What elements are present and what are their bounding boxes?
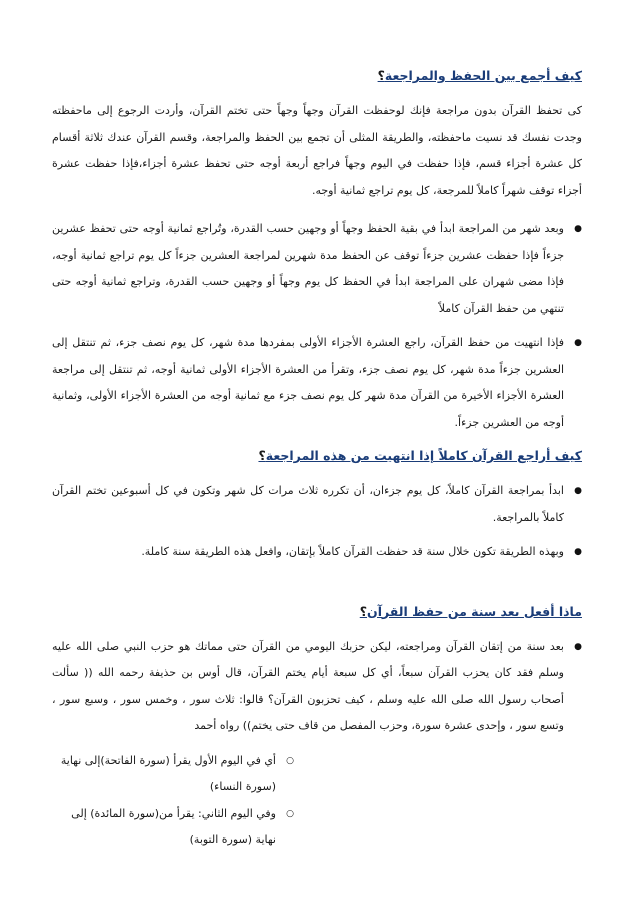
bullet-list bbox=[52, 478, 582, 566]
section-heading-combine-memorize-review bbox=[52, 66, 582, 86]
bullet-list bbox=[52, 216, 582, 436]
list-item bbox=[52, 634, 582, 854]
document-content bbox=[52, 66, 582, 862]
sub-list bbox=[52, 748, 564, 854]
question-mark: ؟ bbox=[258, 448, 266, 463]
intro-paragraph: كى تحفظ القرآن بدون مراجعة فإنك لوحفظت القرآن وجهاً وجهاً حتى تختم القرآن، وأردت الرجوع إلى ماحفظته وجدت نفسك قد نسيت ماحفظته، والطريقة المثلى أن تجمع بين الحفظ والمراجعة، وقسم القرآن عندك ثلاثة أقسام كل عشرة أجزاء قسم، فإذا حفظت في اليوم وجهاً فراجع أربعة أوجه حتى تحفظ عشرة أجزاء،فإذا حفظت عشرة أجزاء توقف شهراً كاملاً للمرجعة، كل يوم تراجع ثمانية أوجه. bbox=[52, 104, 582, 197]
heading-text: كيف أجمع بين الحفظ والمراجعة bbox=[384, 68, 582, 83]
question-mark: ؟ bbox=[377, 68, 385, 83]
sub-list-item: ○ أي في اليوم الأول يقرأ (سورة الفاتحة)إلى نهاية (سورة النساء) bbox=[52, 748, 294, 801]
question-mark: ؟ bbox=[359, 603, 368, 619]
list-item-text: بعد سنة من إتقان القرآن ومراجعته، ليكن حزبك اليومي من القرآن حتى مماتك هو حزب النبي صلى الله عليه وسلم فقد كان يحزب القرآن سبعاً، أي كل سبعة أيام يختم القرآن، قال أوس بن حذيفة رحمه الله (( سألت أصحاب رسول الله صلى الله عليه وسلم ، كيف تحزبون القرآن؟ قالوا: ثلاث سور ، وخمس سور ، وسبع سور ، وتسع سور ، وإحدى عشرة سورة، وحزب المفصل من قاف حتى يختم)) رواه أحمد bbox=[52, 639, 564, 732]
list-item: ● وبهذه الطريقة تكون خلال سنة قد حفظت القرآن كاملاً بإتقان، وافعل هذه الطريقة سنة كاملة. bbox=[52, 539, 582, 566]
section-heading-after-one-year bbox=[52, 602, 582, 622]
list-item: ● وبعد شهر من المراجعة ابدأ في بقية الحفظ وجهاً أو وجهين حسب القدرة، وتُراجع ثمانية أوجه حتى تحفظ عشرين جزءاً فإذا حفظت عشرين جزءاً توقف عن الحفظ مدة شهرين لمراجعة العشرين جزءاً كل يوم تراجع ثمانية أوجه، فإذا مضى شهران على المراجعة ابدأ في الحفظ كل يوم وجهاً أو وجهين حسب القدرة، وتراجع ثمانية أوجه حتى تنتهي من حفظ القرآن كاملاً bbox=[52, 216, 582, 322]
section-heading-full-review bbox=[52, 446, 582, 466]
bullet-list bbox=[52, 634, 582, 854]
list-item: ● ابدأ بمراجعة القرآن كاملاً، كل يوم جزءان، أن تكرره ثلاث مرات كل شهر وتكون في كل أسبوعين تختم القرآن كاملاً بالمراجعة. bbox=[52, 478, 582, 531]
sub-list-item: ○ وفي اليوم الثاني: يقرأ من(سورة المائدة) إلى نهاية (سورة التوبة) bbox=[52, 801, 294, 854]
list-item: ● فإذا انتهيت من حفظ القرآن، راجع العشرة الأجزاء الأولى بمفردها مدة شهر، كل يوم نصف جزء، ثم تنتقل إلى العشرين جزءاً مدة شهر، كل يوم نصف جزء، وتقرأ من العشرة الأجزاء الأولى ثمانية أوجه، ثم تنتقل إلى مراجعة العشرة الأجزاء الأخيرة من القرآن مدة شهر كل يوم نصف جزء مع ثمانية أوجه من العشرة الأجزاء الأولى، وثمانية أوجه من العشرين جزءاً. bbox=[52, 330, 582, 436]
heading-text: ماذا أفعل بعد سنة من حفظ القرآن bbox=[367, 603, 582, 619]
heading-text: كيف أراجع القرآن كاملاً إذا انتهيت من هذه المراجعة bbox=[265, 448, 582, 463]
